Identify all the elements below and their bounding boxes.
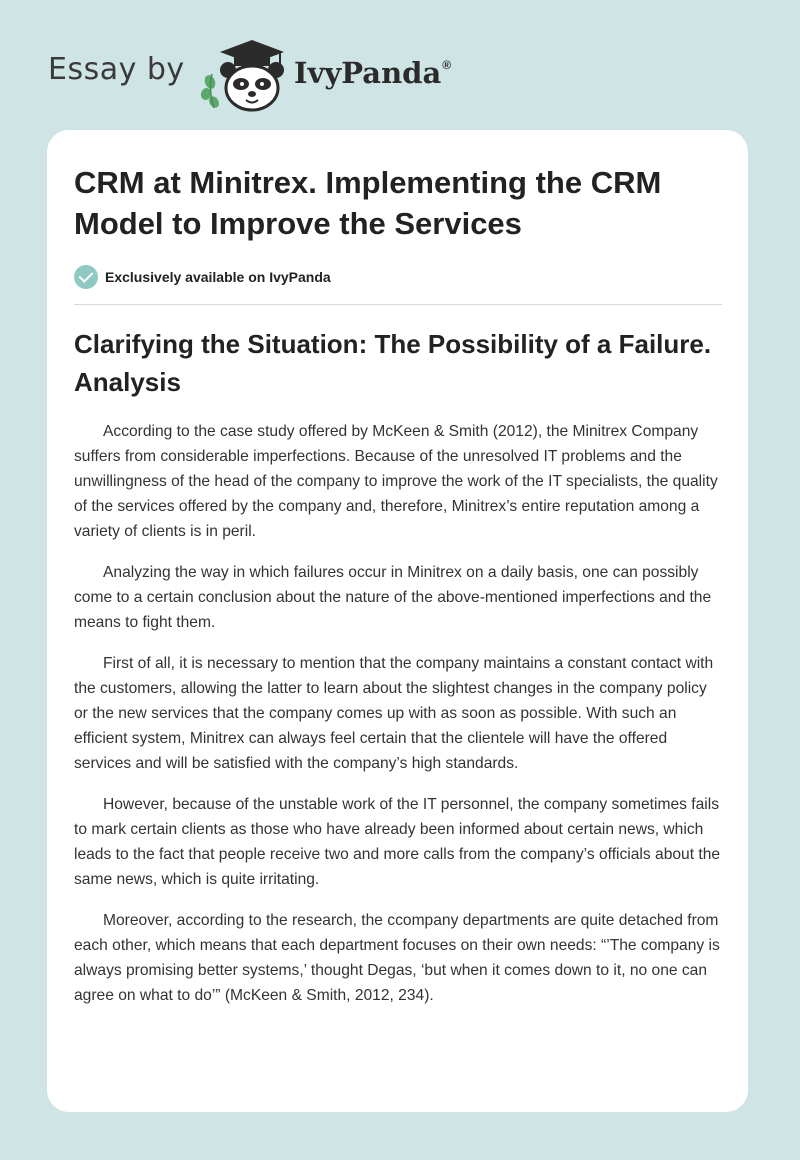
essay-card [47,130,748,1112]
paragraph: According to the case study offered by McKeen & Smith (2012), the Minitrex Company suffers from considerable imperfections. Because of the unresolved IT problems and the unwillingness of the head of the company to improve the work of the IT specialists, the quality of the services offered by the company and, therefore, Minitrex’s entire reputation among a variety of clients is in peril. [74,423,718,540]
panda-graduate-icon[interactable] [200,34,290,114]
paragraph: Moreover, according to the research, the ccompany departments are quite detached from each other, which means that each department focuses on their own needs: “’The company is always promising better systems,’ thought Degas, ‘but when it comes down to it, no one can agree on what to do’” (McKeen & Smith, 2012, 234). [74,912,720,1004]
essay-body [74,419,722,1008]
site-header [48,28,548,118]
registered-mark: ® [442,58,452,72]
essay-content [74,162,722,1024]
paragraph: However, because of the unstable work of the IT personnel, the company sometimes fails to mark certain clients as those who have already been informed about certain news, which leads to the fact that people receive two and more calls from the company’s officials about the same news, which is quite irritating. [74,796,721,888]
paragraph: Analyzing the way in which failures occur in Minitrex on a daily basis, one can possibly come to a certain conclusion about the nature of the above-mentioned imperfections and the means to fight them. [74,564,712,631]
essay-by-label: Essay by [48,52,185,87]
check-circle-icon [74,265,98,289]
brand-name[interactable]: IvyPanda® [294,56,452,90]
exclusive-badge [74,264,722,290]
paragraph: First of all, it is necessary to mention that the company maintains a constant contact with the customers, allowing the latter to learn about the slightest changes in the company policy or the new services that the company comes up with as soon as possible. With such an efficient system, Minitrex can always feel certain that the clientele will have the offered services and will be satisfied with the company’s high standards. [74,655,714,772]
exclusive-label: Exclusively available on IvyPanda [105,269,331,285]
divider [74,304,722,305]
essay-title: CRM at Minitrex. Implementing the CRM Model to Improve the Services [74,165,662,241]
section-heading: Clarifying the Situation: The Possibility of a Failure. Analysis [74,329,712,397]
